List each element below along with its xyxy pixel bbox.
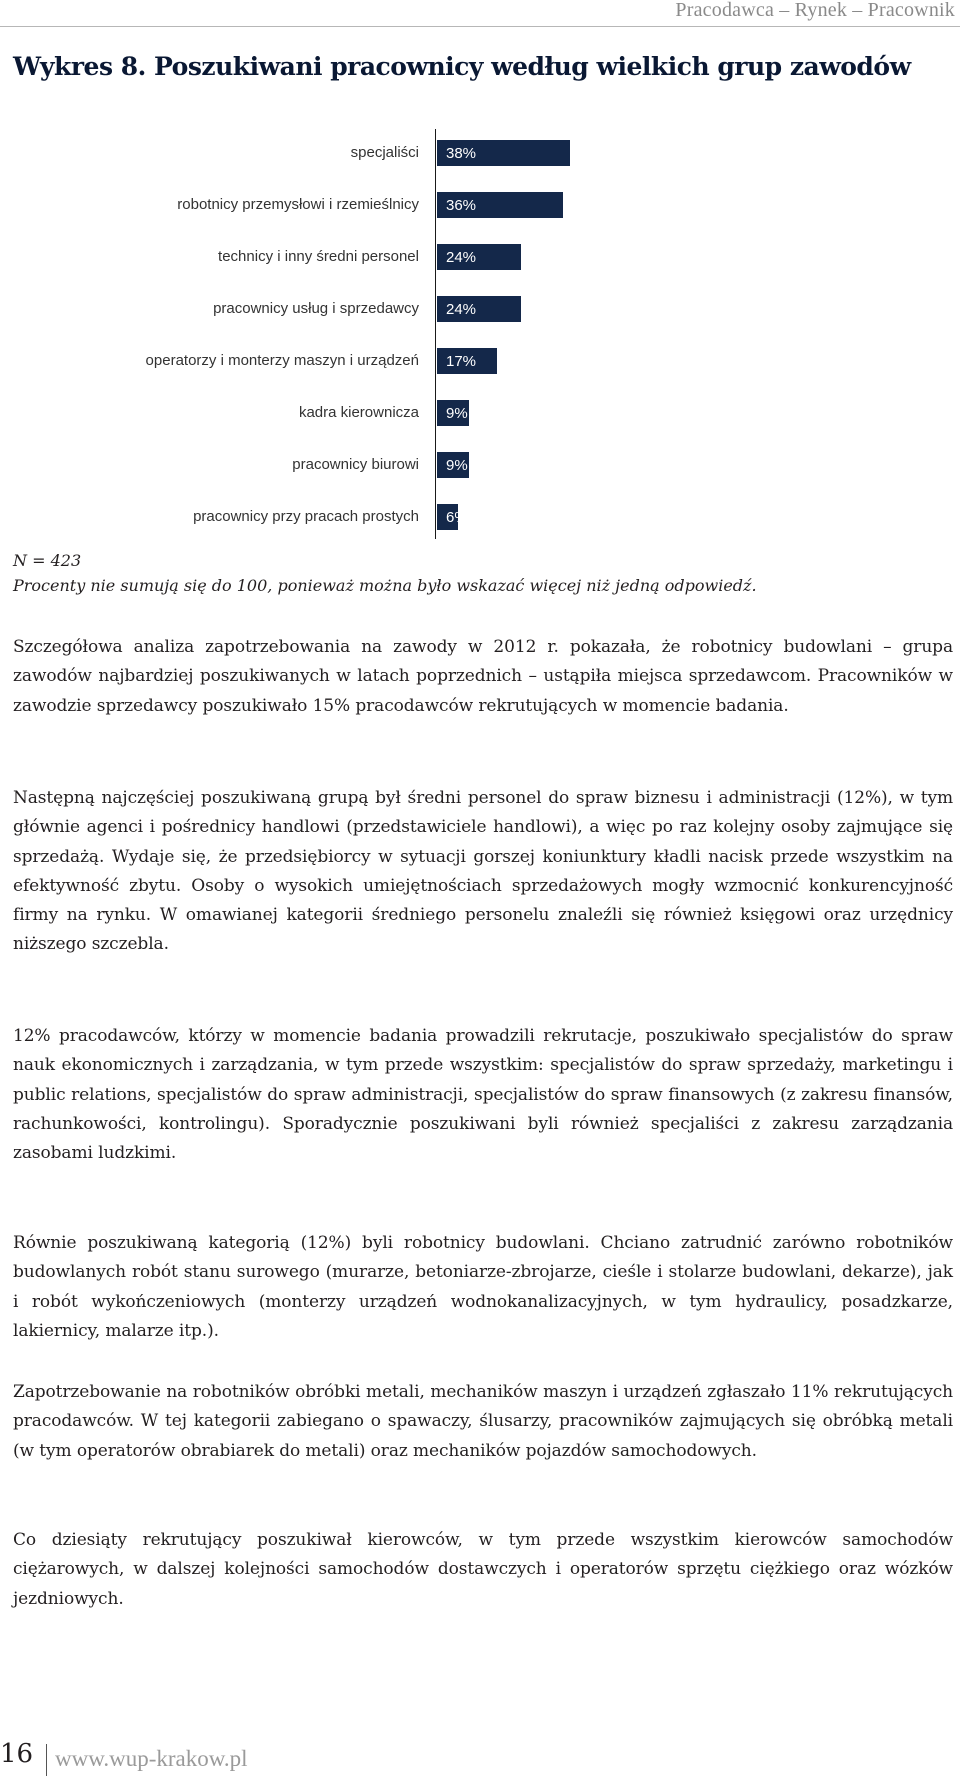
bar-chart xyxy=(0,125,960,535)
footnote: Procenty nie sumują się do 100, ponieważ można było wskazać więcej niż jedną odpowiedź. xyxy=(13,576,757,595)
chart-row xyxy=(0,244,960,272)
chart-row xyxy=(0,504,960,532)
value-label: 38% xyxy=(446,145,477,162)
paragraph-1: Szczegółowa analiza zapotrzebowania na zawody w 2012 r. pokazała, że robotnicy budowlani – grupa zawodów najbardziej poszukiwanych w latach poprzednich – ustąpiła miejsca sprzedawcom. Pracowników w zawodzie sprzedawcy poszukiwało 15% pracodawców rekrutujących w momencie badania. xyxy=(13,637,953,716)
paragraph-5: Zapotrzebowanie na robotników obróbki metali, mechaników maszyn i urządzeń zgłaszało 11% rekrutujących pracodawców. W tej kategorii zabiegano o spawaczy, ślusarzy, pracowników zajmujących się obróbką metali (w tym operatorów obrabiarek do metali) oraz mechaników pojazdów samochodowych. xyxy=(13,1382,953,1461)
value-label: 17% xyxy=(446,353,477,370)
category-label: pracownicy usług i sprzedawcy xyxy=(213,300,419,317)
paragraph-4: Równie poszukiwaną kategorią (12%) byli robotnicy budowlani. Chciano zatrudnić zarówno robotników budowlanych robót stanu surowego (murarze, betoniarze-zbrojarze, cieśle i stolarze budowlani, dekarze), jak i robót wykończeniowych (monterzy urządzeń wodnokanalizacyjnych, w tym hydraulicy, posadzkarze, lakiernicy, malarze itp.). xyxy=(13,1233,953,1341)
chart-row xyxy=(0,296,960,324)
value-label: 24% xyxy=(446,301,477,318)
chart-row xyxy=(0,348,960,376)
category-label: specjaliści xyxy=(350,144,419,161)
page-header xyxy=(0,0,960,27)
page-number: 16 xyxy=(0,1739,34,1769)
category-label: robotnicy przemysłowi i rzemieślnicy xyxy=(177,196,419,213)
footer-divider xyxy=(46,1744,47,1776)
category-label: technicy i inny średni personel xyxy=(218,248,419,265)
category-label: kadra kierownicza xyxy=(298,404,419,421)
value-label: 24% xyxy=(446,249,477,266)
chart-title: Wykres 8. Poszukiwani pracownicy według wielkich grup zawodów xyxy=(13,52,911,81)
chart-row xyxy=(0,140,960,168)
chart-row xyxy=(0,452,960,480)
footer-url: www.wup-krakow.pl xyxy=(55,1746,248,1771)
value-label: 6% xyxy=(446,509,468,526)
value-label: 9% xyxy=(446,405,468,422)
value-label: 36% xyxy=(446,197,477,214)
running-title: Pracodawca – Rynek – Pracownik xyxy=(675,0,955,21)
chart-row xyxy=(0,192,960,220)
category-label: operatorzy i monterzy maszyn i urządzeń xyxy=(145,352,419,369)
paragraph-6: Co dziesiąty rekrutujący poszukiwał kierowców, w tym przede wszystkim kierowców samochodów ciężarowych, w dalszej kolejności samochodów dostawczych i operatorów sprzętu ciężkiego oraz wózków jezdniowych. xyxy=(13,1530,953,1609)
paragraph-2: Następną najczęściej poszukiwaną grupą był średni personel do spraw biznesu i administracji (12%), w tym głównie agenci i pośrednicy handlowi (przedstawiciele handlowi), a więc po raz kolejny osoby zajmujące się sprzedażą. Wydaje się, że przedsiębiorcy w sytuacji gorszej koniunktury kładli nacisk przede wszystkim na efektywność zbytu. Osoby o wysokich umiejętnościach sprzedażowych mogły wzmocnić konkurencyjność firmy na rynku. W omawianej kategorii średniego personelu znaleźli się również księgowi oraz urzędnicy niższego szczebla. xyxy=(13,788,953,955)
paragraph-3: 12% pracodawców, którzy w momencie badania prowadzili rekrutacje, poszukiwało specjalistów do spraw nauk ekonomicznych i zarządzania, w tym przede wszystkim: specjalistów do spraw sprzedaży, marketingu i public relations, specjalistów do spraw administracji, specjalistów do spraw finansowych (z zakresu finansów, rachunkowości, kontrolingu). Sporadycznie poszukiwani byli również specjaliści z zakresu zarządzania zasobami ludzkimi. xyxy=(13,1026,953,1164)
sample-size-note: N = 423 xyxy=(13,551,82,570)
chart-row xyxy=(0,400,960,428)
value-label: 9% xyxy=(446,457,468,474)
category-label: pracownicy biurowi xyxy=(292,456,419,473)
category-label: pracownicy przy pracach prostych xyxy=(193,508,419,525)
